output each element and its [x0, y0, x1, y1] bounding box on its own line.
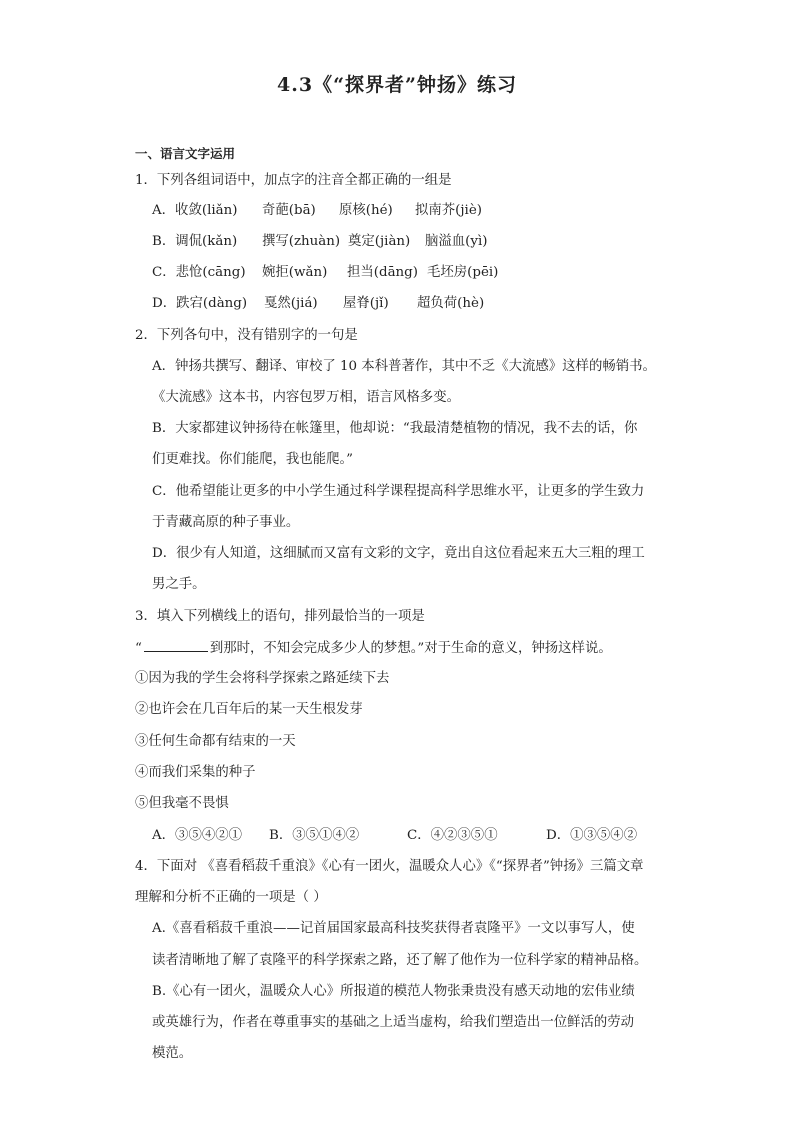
section-heading: 一、语言文字运用	[135, 146, 236, 161]
q4-stem-line2: 理解和分析不正确的一项是（ ）	[135, 890, 327, 905]
q1-a-3: 原核(hé)	[339, 203, 393, 218]
q1-a-1: A．收敛(liǎn)	[152, 203, 238, 218]
q1-d-1: D．跌宕(dàng)	[152, 296, 248, 311]
page-title: 4.3《“探界者”钟扬》练习	[277, 74, 517, 96]
q1-d-2: 戛然(jiá)	[264, 296, 318, 311]
q1-a-4: 拟南芥(jiè)	[415, 203, 482, 218]
q2-option-a-line1: A．钟扬共撰写、翻译、审校了 10 本科普著作，其中不乏《大流感》这样的畅销书。	[152, 359, 656, 374]
q3-quote-open: “	[135, 641, 142, 656]
q2-option-c-line2: 于青藏高原的种子事业。	[152, 515, 300, 530]
q1-d-4: 超负荷(hè)	[417, 296, 485, 311]
q1-option-c	[152, 264, 498, 282]
q2-option-d-line1: D．很少有人知道，这细腻而又富有文彩的文字，竟出自这位看起来五大三粗的理工	[152, 546, 645, 561]
q1-a-2: 奇葩(bā)	[262, 203, 316, 218]
q1-option-b	[152, 233, 487, 251]
q1-b-1: B．调侃(kǎn)	[152, 234, 238, 249]
q1-option-a	[152, 202, 482, 220]
q3-option-a: A．③⑤④②①	[152, 828, 243, 843]
q3-option-d: D．①③⑤④②	[546, 828, 638, 843]
q1-c-2: 婉拒(wǎn)	[262, 265, 328, 280]
q2-option-c-line1: C．他希望能让更多的中小学生通过科学课程提高科学思维水平，让更多的学生致力	[152, 484, 645, 499]
q4-option-a-line1: A.《喜看稻菽千重浪——记首届国家最高科技奖获得者袁隆平》一文以事写人，使	[152, 921, 635, 936]
q4-option-a-line2: 读者清晰地了解了袁隆平的科学探索之路，还了解了他作为一位科学家的精神品格。	[152, 953, 648, 968]
q2-stem: 2．下列各句中，没有错别字的一句是	[135, 328, 358, 343]
q1-b-2: 撰写(zhuàn)	[262, 234, 341, 249]
q1-c-3: 担当(dāng)	[347, 265, 418, 280]
q3-item-1: ①因为我的学生会将科学探索之路延续下去	[135, 671, 390, 686]
q3-quote-text: 到那时，不知会完成多少人的梦想。”对于生命的意义，钟扬这样说。	[209, 641, 612, 656]
q3-item-5: ⑤但我毫不畏惧	[135, 796, 229, 811]
q3-item-4: ④而我们采集的种子	[135, 765, 256, 780]
q3-item-3: ③任何生命都有结束的一天	[135, 734, 296, 749]
q3-options	[152, 827, 637, 845]
q1-b-4: 脑溢血(yì)	[425, 234, 488, 249]
q3-option-b: B．③⑤①④②	[269, 828, 360, 843]
q4-stem-line1: 4．下面对 《喜看稻菽千重浪》《心有一团火，温暖众人心》《“探界者”钟扬》三篇文章	[135, 859, 644, 874]
q4-option-b-line2: 或英雄行为，作者在尊重事实的基础之上适当虚构，给我们塑造出一位鲜活的劳动	[152, 1015, 635, 1030]
q3-quote	[135, 639, 612, 658]
q2-option-a-line2: 《大流感》这本书，内容包罗万相，语言风格多变。	[152, 390, 460, 405]
q1-d-3: 屋脊(jǐ)	[343, 296, 389, 311]
q1-option-d	[152, 295, 484, 313]
q3-blank	[144, 639, 208, 652]
q3-item-2: ②也许会在几百年后的某一天生根发芽	[135, 702, 363, 717]
q3-stem: 3．填入下列横线上的语句，排列最恰当的一项是	[135, 609, 425, 624]
q2-option-d-line2: 男之手。	[152, 577, 206, 592]
q2-option-b-line1: B．大家都建议钟扬待在帐篷里，他却说：“我最清楚植物的情况，我不去的话，你	[152, 421, 638, 436]
q4-option-b-line3: 模范。	[152, 1046, 193, 1061]
q2-option-b-line2: 们更难找。你们能爬，我也能爬。”	[152, 452, 354, 467]
q3-option-c: C．④②③⑤①	[407, 828, 498, 843]
q1-stem: 1．下列各组词语中，加点字的注音全都正确的一组是	[135, 173, 452, 188]
q1-c-4: 毛坯房(pēi)	[427, 265, 499, 280]
q1-b-3: 奠定(jiàn)	[348, 234, 411, 249]
q4-option-b-line1: B.《心有一团火，温暖众人心》所报道的模范人物张秉贵没有感天动地的宏伟业绩	[152, 984, 635, 999]
q1-c-1: C．悲怆(cāng)	[152, 265, 246, 280]
